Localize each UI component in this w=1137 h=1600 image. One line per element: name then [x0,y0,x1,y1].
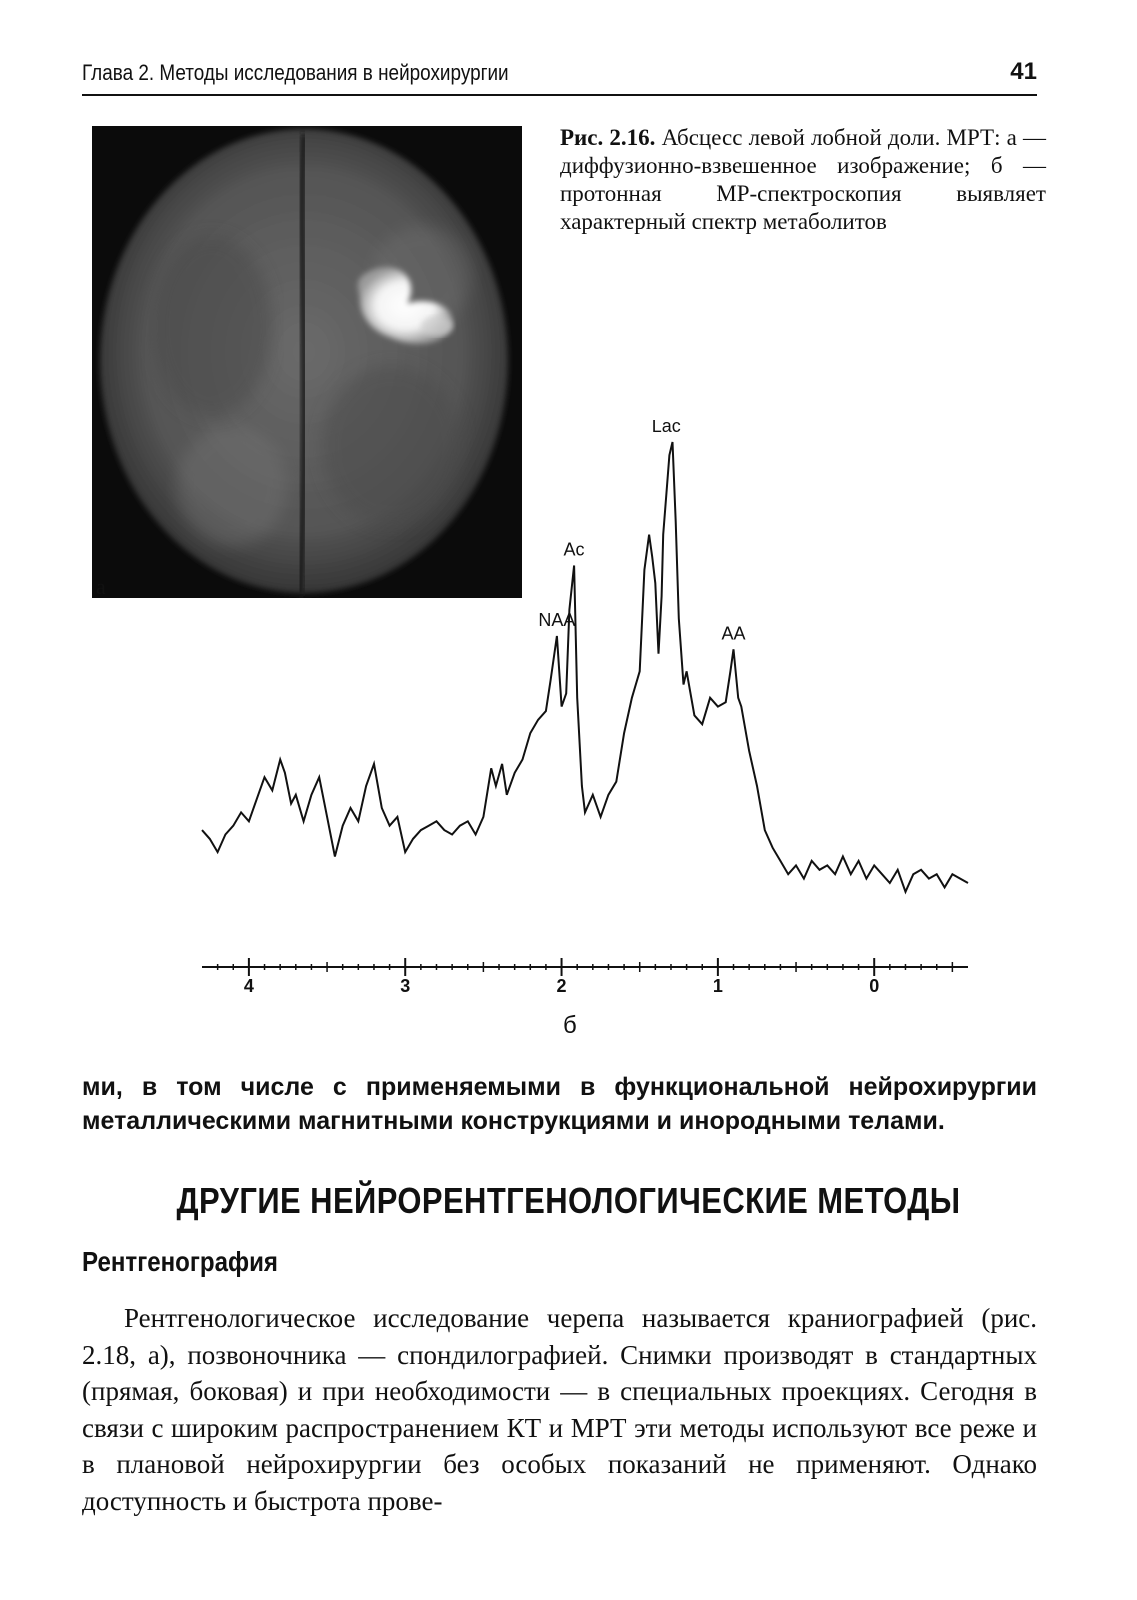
peak-label-ac: Ac [563,539,585,560]
paragraph-continuation: ми, в том числе с применяемыми в функциональной нейрохирургии металлическими магнитными конструкциями и инородными телами. [82,1073,1037,1135]
peak-label-lac: Lac [651,420,681,436]
subsection-title: Рентгенография [82,1246,278,1277]
peak-label-aa: AA [721,623,746,644]
spectrum-series-line [202,442,968,892]
mr-spectrum-chart [0,420,1137,1010]
x-tick-label: 3 [400,976,411,996]
body-paragraph: Рентгенологическое исследование черепа называется краниографией (рис. 2.18, а), позвоночника — спондилографией. Снимки производят в стандартных (прямая, боковая) и при необходимости — в специальных проекциях. Сегодня в связи с широким распространением КТ и МРТ эти методы используют все реже и в плановой нейрохирургии без особых показаний не применяют. Однако доступность и быстрота прове- [82,1303,1037,1516]
x-tick-label: 4 [243,976,254,996]
running-header: Глава 2. Методы исследования в нейрохирургии [82,60,509,85]
x-tick-label: 1 [712,976,723,996]
caption-text: Абсцесс левой лобной доли. МРТ: а — диффузионно-взвешенное изображение; б — протонная МР-спектроскопия выявляет характерный спектр метаболитов [560,125,1046,234]
caption-figure-number: Рис. 2.16. [560,125,656,150]
header-rule [82,94,1037,96]
page-number: 41 [1010,58,1037,85]
peak-label-naa: NAA [538,610,576,631]
figure-caption [560,124,1046,236]
figure-label-b: б [563,1012,577,1039]
x-tick-label: 2 [556,976,567,996]
section-title: ДРУГИЕ НЕЙРОРЕНТГЕНОЛОГИЧЕСКИЕ МЕТОДЫ [176,1180,961,1221]
x-tick-label: 0 [869,976,880,996]
figure-label-a: а [96,574,106,599]
x-axis-tick-labels [244,976,879,996]
